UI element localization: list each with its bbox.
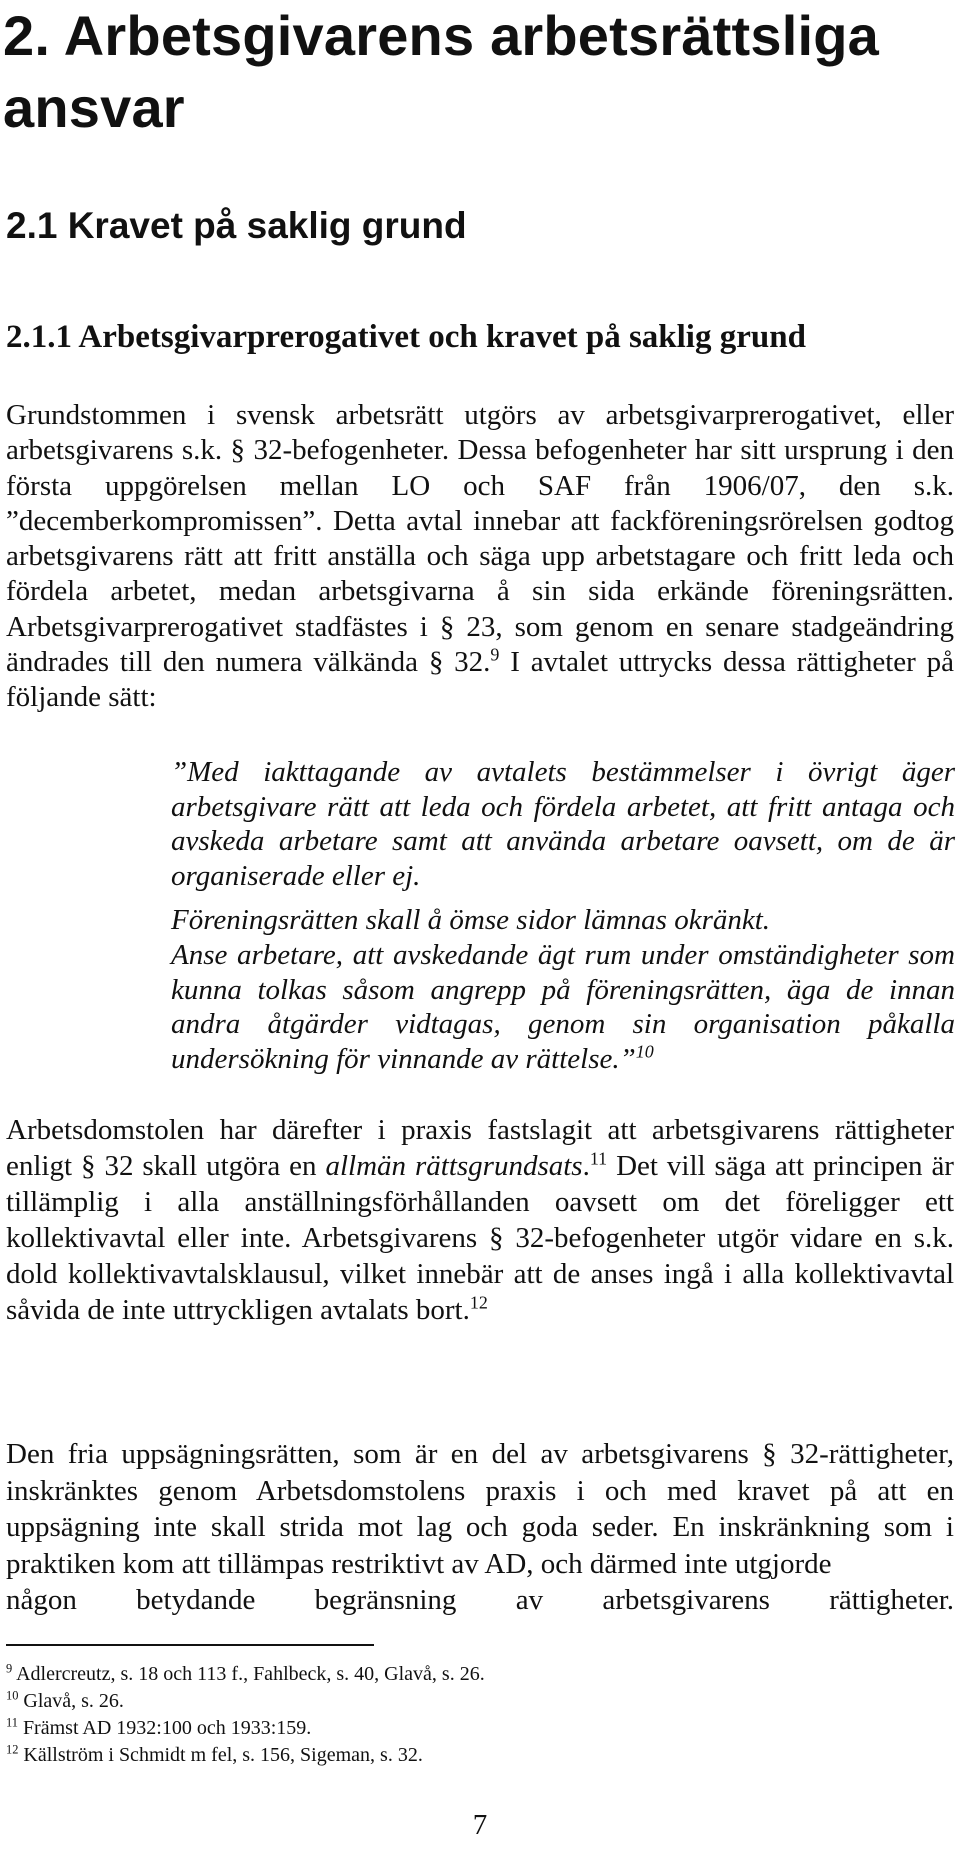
footnote-ref-11[interactable]: 11: [589, 1148, 608, 1169]
footnote-item: [6, 1688, 706, 1715]
paragraph-3-text: Den fria uppsägningsrätten, som är en del av arbetsgivarens § 32-rättigheter, inskränktes genom Arbetsdomstolens praxis i och med kravet på att en uppsägning inte skall strida mot lag och goda seder. En inskränkning som i praktiken kom att tillämpas restriktivt av AD, och därmed inte utgjorde: [6, 1438, 954, 1580]
section-heading: 2.1 Kravet på saklig grund: [6, 205, 467, 246]
footnote-text: Adlercreutz, s. 18 och 113 f., Fahlbeck, s. 40, Glavå, s. 26.: [12, 1663, 485, 1685]
footnote-separator: [6, 1644, 374, 1646]
footnote-number: 11: [6, 1715, 18, 1730]
footnote-number: 12: [6, 1742, 19, 1757]
block-quote-part-3-text: Anse arbetare, att avskedande ägt rum under omständigheter som kunna tolkas såsom angrepp på föreningsrätten, äga de innan andra åtgärder vidtagas, genom sin organisation påkalla undersökning för vinnande av rättelse.”: [171, 939, 955, 1075]
paragraph-2-period: .: [582, 1150, 590, 1182]
paragraph-2-text: Arbetsdomstolen har därefter i praxis fastslagit att arbetsgivarens rättigheter enligt § 32 skall utgöra en: [6, 1114, 954, 1182]
footnote-ref-10[interactable]: 10: [635, 1040, 654, 1061]
paragraph-1: [6, 398, 954, 716]
paragraph-2-text-end: Det vill säga att principen är tillämplig i alla anställningsförhållanden oavsett om det föreligger ett kollektivavtal eller inte. Arbetsgivarens § 32-befogenheter utgör vidare en s.k. dold kollektivavtalsklausul, vilket innebär att de anses ingå i alla kollektivavtal såvida de inte uttryckligen avtalats bort.: [6, 1150, 954, 1326]
chapter-heading: 2. Arbetsgivarens arbetsrättsliga ansvar: [3, 4, 879, 139]
block-quote-part-3: [171, 938, 955, 1076]
footnote-text: Främst AD 1932:100 och 1933:159.: [17, 1717, 312, 1739]
footnote-item: [6, 1742, 706, 1769]
block-quote-part-1: ”Med iakttagande av avtalets bestämmelser i övrigt äger arbetsgivare rätt att leda och fördela arbetet, att fritt antaga och avskeda arbetare samt att använda arbetare oavsett, om de är organiserade eller ej.: [171, 756, 955, 892]
footnotes: [6, 1661, 706, 1769]
paragraph-1-text-end: I avtalet uttrycks dessa rättigheter på följande sätt:: [6, 646, 954, 714]
footnote-text: Glavå, s. 26.: [18, 1690, 124, 1712]
block-quote-part-2: Föreningsrätten skall å ömse sidor lämnas okränkt.: [171, 904, 771, 936]
paragraph-3: [6, 1436, 954, 1619]
footnote-ref-12[interactable]: 12: [469, 1292, 488, 1313]
paragraph-2-italic-term: allmän rättsgrundsats: [325, 1150, 583, 1182]
footnote-ref-9[interactable]: 9: [490, 644, 500, 665]
footnote-item: [6, 1715, 706, 1742]
footnote-number: 9: [6, 1661, 13, 1676]
paragraph-2: [6, 1112, 954, 1328]
footnote-item: [6, 1661, 706, 1688]
footnote-text: Källström i Schmidt m fel, s. 156, Sigeman, s. 32.: [18, 1744, 423, 1766]
subsection-heading: 2.1.1 Arbetsgivarprerogativet och kravet på saklig grund: [6, 319, 806, 355]
footnote-number: 10: [6, 1688, 19, 1703]
paragraph-3-last-line: någon betydande begränsning av arbetsgivarens rättigheter.: [6, 1584, 954, 1617]
paragraph-1-text: Grundstommen i svensk arbetsrätt utgörs av arbetsgivarprerogativet, eller arbetsgivarens s.k. § 32-befogenheter. Dessa befogenheter har sitt ursprung i den första uppgörelsen mellan LO och SAF från 1906/07, den s.k. ”decemberkompromissen”. Detta avtal innebar att fackföreningsrörelsen godtog arbetsgivarens rätt att fritt anställa och säga upp arbetstagare och fritt leda och fördela arbetet, medan arbetsgivarna å sin sida erkände föreningsrätten. Arbetsgivarprerogativet stadfästes i § 23, som genom en senare stadgeändring ändrades till den numera välkända § 32.: [6, 399, 954, 679]
page-number: 7: [472, 1809, 488, 1841]
